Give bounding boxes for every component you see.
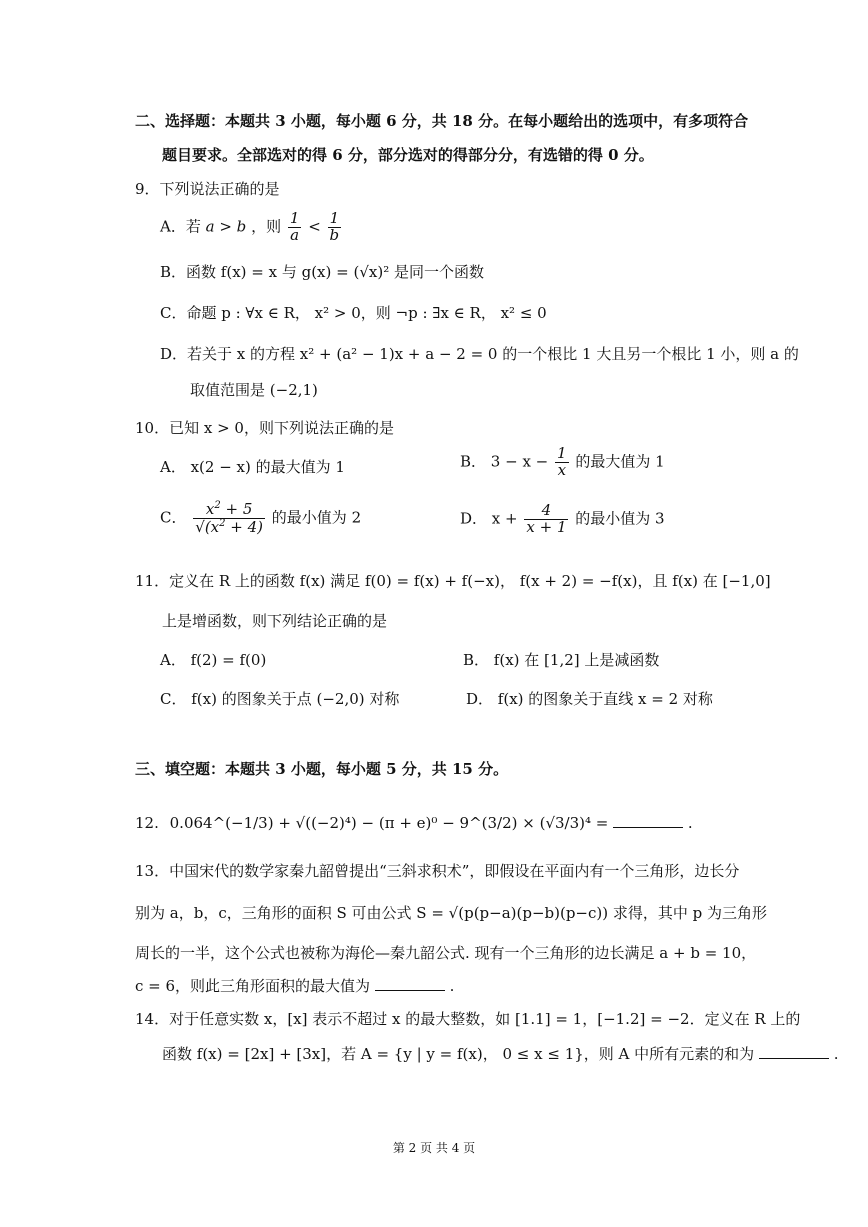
q9-a-condition: a > b: [205, 217, 247, 236]
q14-line1: 14．对于任意实数 x，[x] 表示不超过 x 的最大整数，如 [1.1] = 1，[−1.2] = −2．定义在 R 上的: [135, 1010, 801, 1028]
q14-line2: [162, 1044, 839, 1063]
q14-end: .: [833, 1045, 839, 1063]
less-than-sign: <: [308, 217, 321, 236]
q10-b-tail: 的最大值为 1: [575, 452, 665, 471]
q12-line: [135, 813, 693, 832]
q11-option-c: C． f(x) 的图象关于点 (−2,0) 对称: [160, 690, 400, 708]
q13-answer-blank: [375, 976, 445, 991]
q11-option-a: A． f(2) = f(0): [160, 651, 267, 669]
fraction-1-over-b: $\frac{1}{b}$: [329, 209, 340, 244]
q13-end: .: [449, 977, 455, 995]
fraction-1-over-a: $\frac{1}{a}$: [289, 209, 300, 244]
q10-c-tail: 的最小值为 2: [271, 508, 362, 527]
q14-line2-text: 函数 f(x) = [2x] + [3x]，若 A = {y | y = f(x)， 0 ≤ x ≤ 1}，则 A 中所有元素的和为: [162, 1045, 755, 1063]
q11-line1: 11．定义在 R 上的函数 f(x) 满足 f(0) = f(x) + f(−x)， f(x + 2) = −f(x)，且 f(x) 在 [−1,0]: [135, 572, 771, 590]
q10-option-b: [460, 446, 665, 479]
section2-heading-line1: 二、选择题：本题共 3 小题，每小题 6 分，共 18 分。在每小题给出的选项中，有多项符合: [135, 112, 749, 130]
section3-heading: 三、填空题：本题共 3 小题，每小题 5 分，共 15 分。: [135, 760, 509, 778]
q10-option-d: [460, 503, 665, 536]
fraction-x2plus5-over-sqrt: $\frac{x^2 + 5}{√(x^2 + 4)}$: [195, 500, 264, 536]
page-footer: 第 2 页 共 4 页: [392, 1141, 476, 1155]
q11-line2: 上是增函数，则下列结论正确的是: [162, 612, 388, 630]
q12-answer-blank: [613, 813, 683, 828]
q10-d-tail: 的最小值为 3: [575, 509, 665, 528]
q13-line1: 13．中国宋代的数学家秦九韶曾提出“三斜求积术”，即假设在平面内有一个三角形，边长分: [135, 862, 740, 880]
q11-option-d: D． f(x) 的图象关于直线 x = 2 对称: [466, 690, 713, 708]
q12-expression: 0.064^(−1/3) + √((−2)⁴) − (π + e)⁰ − 9^(3/2) × (√3/3)⁴ =: [169, 814, 609, 832]
q10-option-a: A． x(2 − x) 的最大值为 1: [160, 458, 345, 476]
q11-option-b: B． f(x) 在 [1,2] 上是减函数: [463, 651, 660, 669]
q13-line2: 别为 a，b，c，三角形的面积 S 可由公式 S = √(p(p−a)(p−b)(p−c)) 求得，其中 p 为三角形: [135, 904, 768, 922]
q9-a-label: A．若: [160, 217, 201, 236]
q12-end: .: [687, 814, 693, 832]
q12-label: 12.: [135, 814, 159, 832]
q9-option-c: C．命题 p : ∀x ∈ R， x² > 0，则 ¬p : ∃x ∈ R， x² ≤ 0: [160, 304, 547, 322]
q10-stem: 10．已知 x > 0，则下列说法正确的是: [135, 419, 394, 437]
q13-line4-text: c = 6，则此三角形面积的最大值为: [135, 977, 371, 995]
fraction-4-over-xplus1: $\frac{4}{x + 1}$: [526, 501, 567, 536]
q10-b-label: B． 3 − x −: [460, 452, 549, 471]
q10-c-label: C．: [160, 508, 187, 527]
q13-line3: 周长的一半，这个公式也被称为海伦—秦九韶公式. 现有一个三角形的边长满足 a + b = 10，: [135, 944, 757, 962]
q10-d-label: D． x +: [460, 509, 518, 528]
q9-option-d-line2: 取值范围是 (−2,1): [190, 381, 318, 399]
q13-line4: [135, 976, 454, 995]
q9-option-d-line1: D．若关于 x 的方程 x² + (a² − 1)x + a − 2 = 0 的一个根比 1 大且另一个根比 1 小，则 a 的: [160, 345, 799, 363]
q9-option-a: [160, 211, 343, 244]
section2-heading-line2: 题目要求。全部选对的得 6 分，部分选对的得部分分，有选错的得 0 分。: [162, 146, 654, 164]
fraction-1-over-x: $\frac{1}{x}$: [557, 444, 567, 479]
q9-option-b: B．函数 f(x) = x 与 g(x) = (√x)² 是同一个函数: [160, 263, 484, 281]
q14-answer-blank: [759, 1044, 829, 1059]
q9-a-then: ，则: [251, 217, 282, 236]
q10-option-c: [160, 501, 361, 536]
q9-stem: 9．下列说法正确的是: [135, 180, 280, 198]
